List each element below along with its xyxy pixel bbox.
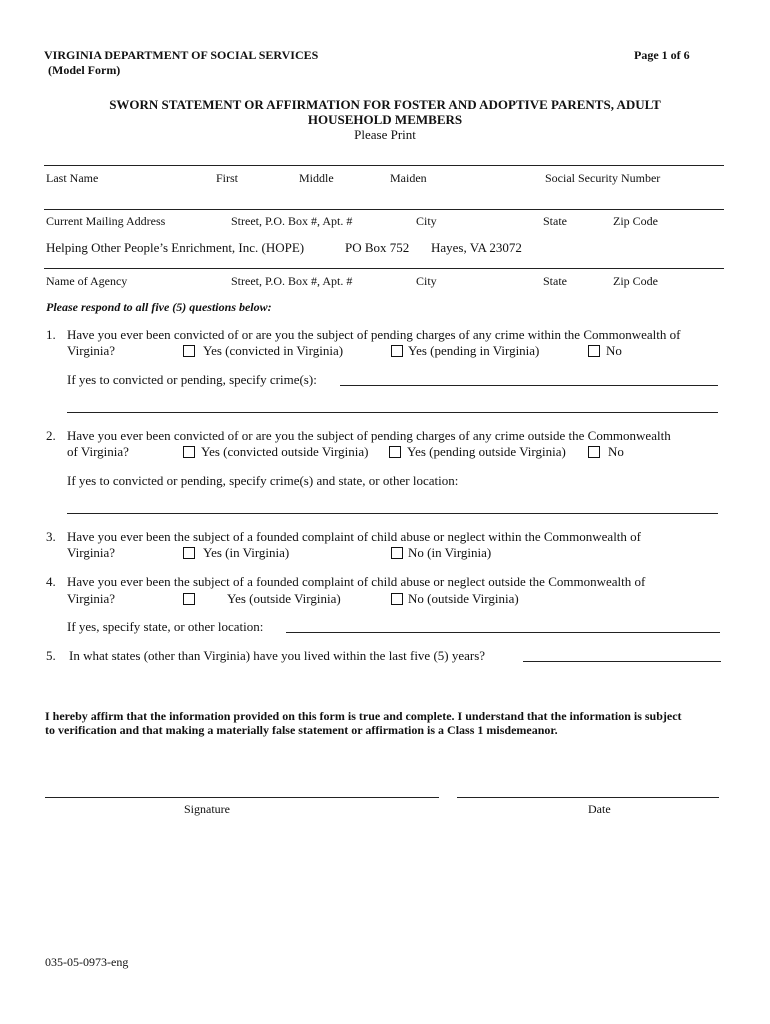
- middle-name-label: Middle: [299, 171, 334, 185]
- q2-no-checkbox[interactable]: [588, 446, 600, 458]
- q4-no-checkbox[interactable]: [391, 593, 403, 605]
- agency-city-value[interactable]: Hayes, VA 23072: [431, 240, 522, 255]
- agency-state-label: State: [543, 274, 567, 288]
- agency-zip-label: Zip Code: [613, 274, 658, 288]
- q1-text-line2: Virginia?: [67, 343, 116, 358]
- q5-text: In what states (other than Virginia) have you lived within the last five (5) years?: [69, 648, 486, 663]
- q1-yes-convicted-label: Yes (convicted in Virginia): [203, 343, 344, 358]
- zip-label: Zip Code: [613, 214, 658, 228]
- first-name-label: First: [216, 171, 239, 185]
- q2-text-line1: Have you ever been convicted of or are you the subject of pending charges of any crime outside the Commonwealth: [67, 428, 671, 443]
- state-label: State: [543, 214, 567, 228]
- page-number: Page 1 of 6: [634, 48, 690, 62]
- q4-text-line2: Virginia?: [67, 591, 116, 606]
- q3-text-line2: Virginia?: [67, 545, 116, 560]
- q1-number: 1.: [46, 327, 56, 342]
- q3-no-label: No (in Virginia): [408, 545, 492, 560]
- q3-yes-checkbox[interactable]: [183, 547, 195, 559]
- name-line[interactable]: [44, 165, 724, 166]
- last-name-label: Last Name: [46, 171, 99, 185]
- agency-street-value[interactable]: PO Box 752: [345, 240, 410, 255]
- q1-yes-pending-checkbox[interactable]: [391, 345, 403, 357]
- q1-no-checkbox[interactable]: [588, 345, 600, 357]
- form-title-line2: HOUSEHOLD MEMBERS: [307, 112, 463, 127]
- q4-no-label: No (outside Virginia): [408, 591, 519, 606]
- agency-street-label: Street, P.O. Box #, Apt. #: [231, 274, 353, 288]
- q1-crime-input-line1[interactable]: [340, 385, 718, 386]
- date-line[interactable]: [457, 797, 719, 798]
- q3-number: 3.: [46, 529, 56, 544]
- q1-crime-input-line2[interactable]: [67, 412, 718, 413]
- agency-city-label: City: [416, 274, 437, 288]
- q4-location-input-line[interactable]: [286, 632, 720, 633]
- agency-line: [44, 268, 724, 269]
- date-label: Date: [588, 802, 611, 816]
- signature-line[interactable]: [45, 797, 439, 798]
- q2-yes-convicted-label: Yes (convicted outside Virginia): [201, 444, 369, 459]
- q2-number: 2.: [46, 428, 56, 443]
- q1-yes-pending-label: Yes (pending in Virginia): [408, 343, 540, 358]
- q4-number: 4.: [46, 574, 56, 589]
- q1-text-line1: Have you ever been convicted of or are you the subject of pending charges of any crime within the Commonwealth of: [67, 327, 681, 342]
- q3-text-line1: Have you ever been the subject of a founded complaint of child abuse or neglect within the Commonwealth of: [67, 529, 641, 544]
- q2-no-label: No: [608, 444, 624, 459]
- address-line[interactable]: [44, 209, 724, 210]
- please-print: Please Print: [354, 127, 416, 142]
- q5-states-input-line[interactable]: [523, 661, 721, 662]
- q2-followup-label: If yes to convicted or pending, specify crime(s) and state, or other location:: [67, 473, 459, 488]
- ssn-label: Social Security Number: [545, 171, 661, 185]
- q5-number: 5.: [46, 648, 56, 663]
- agency-name-value[interactable]: Helping Other People’s Enrichment, Inc. (HOPE): [46, 240, 305, 255]
- q4-followup-label: If yes, specify state, or other location:: [67, 619, 264, 634]
- q3-yes-label: Yes (in Virginia): [203, 545, 290, 560]
- q2-crime-input-line[interactable]: [67, 513, 718, 514]
- city-label: City: [416, 214, 437, 228]
- form-type: (Model Form): [48, 63, 121, 77]
- street-label: Street, P.O. Box #, Apt. #: [231, 214, 353, 228]
- q2-text-line2: of Virginia?: [67, 444, 129, 459]
- agency-name-label: Name of Agency: [46, 274, 128, 288]
- q1-yes-convicted-checkbox[interactable]: [183, 345, 195, 357]
- q2-yes-convicted-checkbox[interactable]: [183, 446, 195, 458]
- instructions: Please respond to all five (5) questions below:: [46, 300, 272, 314]
- agency-name: VIRGINIA DEPARTMENT OF SOCIAL SERVICES: [44, 48, 319, 62]
- q4-yes-label: Yes (outside Virginia): [227, 591, 341, 606]
- q1-no-label: No: [606, 343, 622, 358]
- mailing-address-label: Current Mailing Address: [46, 214, 166, 228]
- form-title-line1: SWORN STATEMENT OR AFFIRMATION FOR FOSTER AND ADOPTIVE PARENTS, ADULT: [109, 97, 661, 112]
- q2-yes-pending-checkbox[interactable]: [389, 446, 401, 458]
- q2-yes-pending-label: Yes (pending outside Virginia): [407, 444, 566, 459]
- q4-yes-checkbox[interactable]: [183, 593, 195, 605]
- affirmation-line2: to verification and that making a materially false statement or affirmation is a Class 1 misdemeanor.: [45, 723, 558, 737]
- signature-label: Signature: [184, 802, 230, 816]
- maiden-name-label: Maiden: [390, 171, 427, 185]
- q4-text-line1: Have you ever been the subject of a founded complaint of child abuse or neglect outside the Commonwealth of: [67, 574, 646, 589]
- q3-no-checkbox[interactable]: [391, 547, 403, 559]
- form-number: 035-05-0973-eng: [45, 955, 129, 969]
- q1-followup-label: If yes to convicted or pending, specify crime(s):: [67, 372, 317, 387]
- affirmation-line1: I hereby affirm that the information provided on this form is true and complete. I understand that the information is subject: [45, 709, 682, 723]
